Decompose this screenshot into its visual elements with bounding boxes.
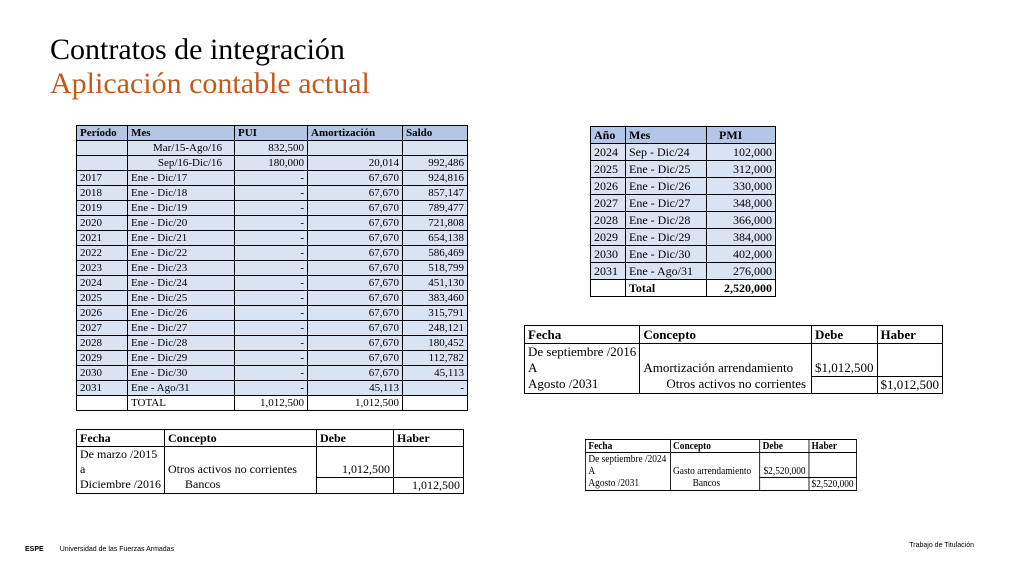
- fecha-line: De septiembre /2024: [585, 453, 670, 466]
- header-saldo: Saldo: [403, 126, 468, 141]
- table-cell: 20,014: [308, 156, 403, 171]
- header-concepto: Concepto: [164, 430, 316, 447]
- table-cell: [403, 141, 468, 156]
- concepto-credit: Bancos: [670, 477, 760, 490]
- header-haber: Haber: [393, 430, 463, 447]
- table-cell: -: [235, 351, 308, 366]
- header-concepto: Concepto: [640, 326, 812, 344]
- table-cell: -: [235, 336, 308, 351]
- table-cell: 2030: [77, 366, 128, 381]
- table-cell: 383,460: [403, 291, 468, 306]
- table-row: [77, 291, 468, 306]
- fecha-line: A: [585, 465, 670, 477]
- fecha-line: a: [77, 462, 165, 477]
- table-cell: 67,670: [308, 171, 403, 186]
- header-fecha: Fecha: [77, 430, 165, 447]
- table-row: [77, 381, 468, 396]
- table-cell: Ene - Dic/28: [128, 336, 235, 351]
- header-debe: Debe: [760, 440, 809, 453]
- concepto-debit: Gasto arrendamiento: [670, 465, 760, 477]
- table-cell: 2025: [77, 291, 128, 306]
- table-row: [77, 141, 468, 156]
- table-row: [77, 366, 468, 381]
- table-cell: 2023: [77, 261, 128, 276]
- header-haber: Haber: [809, 440, 857, 453]
- fecha-line: Diciembre /2016: [77, 477, 165, 493]
- table-cell: 2024: [591, 144, 626, 161]
- table-row: [77, 351, 468, 366]
- table-cell: 789,477: [403, 201, 468, 216]
- total-cell: 1,012,500: [308, 396, 403, 411]
- concepto-debit: Amortización arrendamiento: [640, 360, 812, 376]
- debe-value: $1,012,500: [812, 344, 878, 377]
- table-row: [77, 321, 468, 336]
- table-cell: 2029: [591, 229, 626, 246]
- table-cell: 348,000: [707, 195, 776, 212]
- slide-subtitle: Aplicación contable actual: [50, 67, 370, 100]
- table-cell: Ene - Dic/24: [128, 276, 235, 291]
- table-cell: -: [235, 246, 308, 261]
- table-cell: Ene - Dic/27: [626, 195, 707, 212]
- total-cell: Total: [626, 280, 707, 297]
- total-row: [77, 396, 468, 411]
- table-cell: -: [235, 216, 308, 231]
- table-row: [77, 246, 468, 261]
- table-cell: 67,670: [308, 186, 403, 201]
- journal-entry-1: [76, 429, 464, 494]
- table-cell: 451,130: [403, 276, 468, 291]
- table-header-row: [525, 326, 943, 344]
- header-pmi: PMI: [707, 127, 776, 144]
- table-cell: 2019: [77, 201, 128, 216]
- total-cell: 1,012,500: [235, 396, 308, 411]
- table-cell: -: [235, 171, 308, 186]
- journal-entry-2: [524, 325, 943, 394]
- table-row: [77, 261, 468, 276]
- table-row: [591, 246, 776, 263]
- table-cell: 102,000: [707, 144, 776, 161]
- table-row: [591, 229, 776, 246]
- table-cell: Ene - Dic/25: [626, 161, 707, 178]
- fecha-line: De septiembre /2016: [525, 344, 640, 361]
- table-cell: Ene - Dic/20: [128, 216, 235, 231]
- table-cell: 2027: [77, 321, 128, 336]
- table-cell: 180,452: [403, 336, 468, 351]
- table-cell: 67,670: [308, 306, 403, 321]
- table-row: [591, 161, 776, 178]
- total-cell: 2,520,000: [707, 280, 776, 297]
- table-cell: 67,670: [308, 321, 403, 336]
- table-cell: Ene - Dic/30: [128, 366, 235, 381]
- concepto-credit: Otros activos no corrientes: [640, 376, 812, 393]
- header-concepto: Concepto: [670, 440, 760, 453]
- table-row: [591, 212, 776, 229]
- table-cell: 2017: [77, 171, 128, 186]
- table-cell: -: [235, 201, 308, 216]
- table-cell: 180,000: [235, 156, 308, 171]
- table-row: [77, 201, 468, 216]
- table-cell: 2025: [591, 161, 626, 178]
- table-row: [77, 276, 468, 291]
- total-row: [591, 280, 776, 297]
- table-cell: 67,670: [308, 291, 403, 306]
- table-cell: -: [235, 276, 308, 291]
- header-haber: Haber: [877, 326, 943, 344]
- table-cell: 857,147: [403, 186, 468, 201]
- header-mes: Mes: [128, 126, 235, 141]
- table-cell: Sep - Dic/24: [626, 144, 707, 161]
- haber-value: $2,520,000: [809, 477, 857, 490]
- table-cell: [77, 141, 128, 156]
- table-row: [77, 171, 468, 186]
- header-ano: Año: [591, 127, 626, 144]
- table-cell: 45,113: [403, 366, 468, 381]
- table-cell: 992,486: [403, 156, 468, 171]
- table-cell: 67,670: [308, 201, 403, 216]
- table-cell: 586,469: [403, 246, 468, 261]
- table-header-row: [591, 127, 776, 144]
- table-cell: -: [235, 291, 308, 306]
- table-cell: [77, 156, 128, 171]
- fecha-line: Agosto /2031: [585, 477, 670, 490]
- haber-value: 1,012,500: [393, 477, 463, 493]
- table-cell: Ene - Dic/19: [128, 201, 235, 216]
- table-cell: Ene - Dic/26: [626, 178, 707, 195]
- debe-value: 1,012,500: [316, 447, 393, 478]
- concepto-debit: Otros activos no corrientes: [164, 462, 316, 477]
- table-header-row: [77, 126, 468, 141]
- table-cell: 924,816: [403, 171, 468, 186]
- table-header-row: [77, 430, 464, 447]
- table-cell: 384,000: [707, 229, 776, 246]
- table-cell: Ene - Ago/31: [626, 263, 707, 280]
- table-cell: Ene - Dic/27: [128, 321, 235, 336]
- table-cell: Ene - Dic/21: [128, 231, 235, 246]
- table-cell: 67,670: [308, 261, 403, 276]
- table-cell: 67,670: [308, 231, 403, 246]
- header-pui: PUI: [235, 126, 308, 141]
- table-cell: -: [235, 186, 308, 201]
- table-cell: Ene - Dic/25: [128, 291, 235, 306]
- table-header-row: [585, 440, 856, 453]
- amortization-table: [76, 125, 468, 411]
- journal-entry-3: [585, 439, 857, 491]
- table-cell: Ene - Dic/17: [128, 171, 235, 186]
- table-cell: -: [235, 231, 308, 246]
- table-cell: 2028: [77, 336, 128, 351]
- table-cell: Ene - Ago/31: [128, 381, 235, 396]
- table-cell: 2024: [77, 276, 128, 291]
- table-cell: -: [235, 366, 308, 381]
- footer-note: Trabajo de Titulación: [909, 542, 974, 549]
- table-cell: 2031: [77, 381, 128, 396]
- table-cell: [308, 141, 403, 156]
- table-cell: 276,000: [707, 263, 776, 280]
- table-cell: 67,670: [308, 216, 403, 231]
- table-cell: 2021: [77, 231, 128, 246]
- footer-institution-name: Universidad de las Fuerzas Armadas: [59, 546, 175, 553]
- header-fecha: Fecha: [585, 440, 670, 453]
- table-cell: Ene - Dic/28: [626, 212, 707, 229]
- table-row: [77, 336, 468, 351]
- table-cell: 2029: [77, 351, 128, 366]
- table-cell: -: [235, 381, 308, 396]
- total-cell: [403, 396, 468, 411]
- table-cell: 2030: [591, 246, 626, 263]
- table-cell: 45,113: [308, 381, 403, 396]
- fecha-line: De marzo /2015: [77, 447, 165, 463]
- table-cell: Ene - Dic/22: [128, 246, 235, 261]
- fecha-line: Agosto /2031: [525, 376, 640, 393]
- table-cell: 2031: [591, 263, 626, 280]
- table-row: [77, 156, 468, 171]
- table-cell: 67,670: [308, 351, 403, 366]
- table-cell: Mar/15-Ago/16: [128, 141, 235, 156]
- table-cell: Ene - Dic/26: [128, 306, 235, 321]
- table-cell: 315,791: [403, 306, 468, 321]
- table-cell: 248,121: [403, 321, 468, 336]
- table-cell: -: [235, 261, 308, 276]
- table-cell: Sep/16-Dic/16: [128, 156, 235, 171]
- total-cell: [591, 280, 626, 297]
- table-row: [591, 195, 776, 212]
- haber-value: $1,012,500: [877, 376, 943, 393]
- table-cell: Ene - Dic/23: [128, 261, 235, 276]
- table-cell: 2026: [77, 306, 128, 321]
- table-cell: 312,000: [707, 161, 776, 178]
- table-cell: 518,799: [403, 261, 468, 276]
- table-cell: 330,000: [707, 178, 776, 195]
- slide-title: Contratos de integración: [50, 33, 345, 66]
- table-cell: 832,500: [235, 141, 308, 156]
- table-cell: 402,000: [707, 246, 776, 263]
- table-row: [77, 216, 468, 231]
- total-cell: TOTAL: [128, 396, 235, 411]
- table-row: [77, 231, 468, 246]
- pmi-table: [590, 126, 776, 297]
- table-cell: 67,670: [308, 366, 403, 381]
- header-amortizacion: Amortización: [308, 126, 403, 141]
- total-cell: [77, 396, 128, 411]
- table-cell: 721,808: [403, 216, 468, 231]
- table-cell: 366,000: [707, 212, 776, 229]
- table-cell: 2022: [77, 246, 128, 261]
- header-debe: Debe: [812, 326, 878, 344]
- table-row: [591, 144, 776, 161]
- footer-brand: ESPE: [25, 546, 44, 553]
- table-cell: 2026: [591, 178, 626, 195]
- concepto-credit: Bancos: [164, 477, 316, 493]
- table-row: [591, 263, 776, 280]
- table-cell: 654,138: [403, 231, 468, 246]
- table-row: [77, 306, 468, 321]
- table-cell: 2018: [77, 186, 128, 201]
- header-mes: Mes: [626, 127, 707, 144]
- footer-institution: [25, 546, 174, 553]
- table-cell: 2027: [591, 195, 626, 212]
- header-periodo: Período: [77, 126, 128, 141]
- fecha-line: A: [525, 360, 640, 376]
- table-cell: Ene - Dic/29: [626, 229, 707, 246]
- table-cell: 67,670: [308, 276, 403, 291]
- table-cell: Ene - Dic/18: [128, 186, 235, 201]
- debe-value: $2,520,000: [760, 453, 809, 478]
- table-cell: 2020: [77, 216, 128, 231]
- table-cell: Ene - Dic/30: [626, 246, 707, 263]
- table-cell: 67,670: [308, 336, 403, 351]
- header-fecha: Fecha: [525, 326, 640, 344]
- header-debe: Debe: [316, 430, 393, 447]
- table-cell: -: [235, 321, 308, 336]
- table-cell: Ene - Dic/29: [128, 351, 235, 366]
- table-cell: -: [235, 306, 308, 321]
- table-cell: 2028: [591, 212, 626, 229]
- table-cell: 67,670: [308, 246, 403, 261]
- table-cell: -: [403, 381, 468, 396]
- table-row: [77, 186, 468, 201]
- table-cell: 112,782: [403, 351, 468, 366]
- table-row: [591, 178, 776, 195]
